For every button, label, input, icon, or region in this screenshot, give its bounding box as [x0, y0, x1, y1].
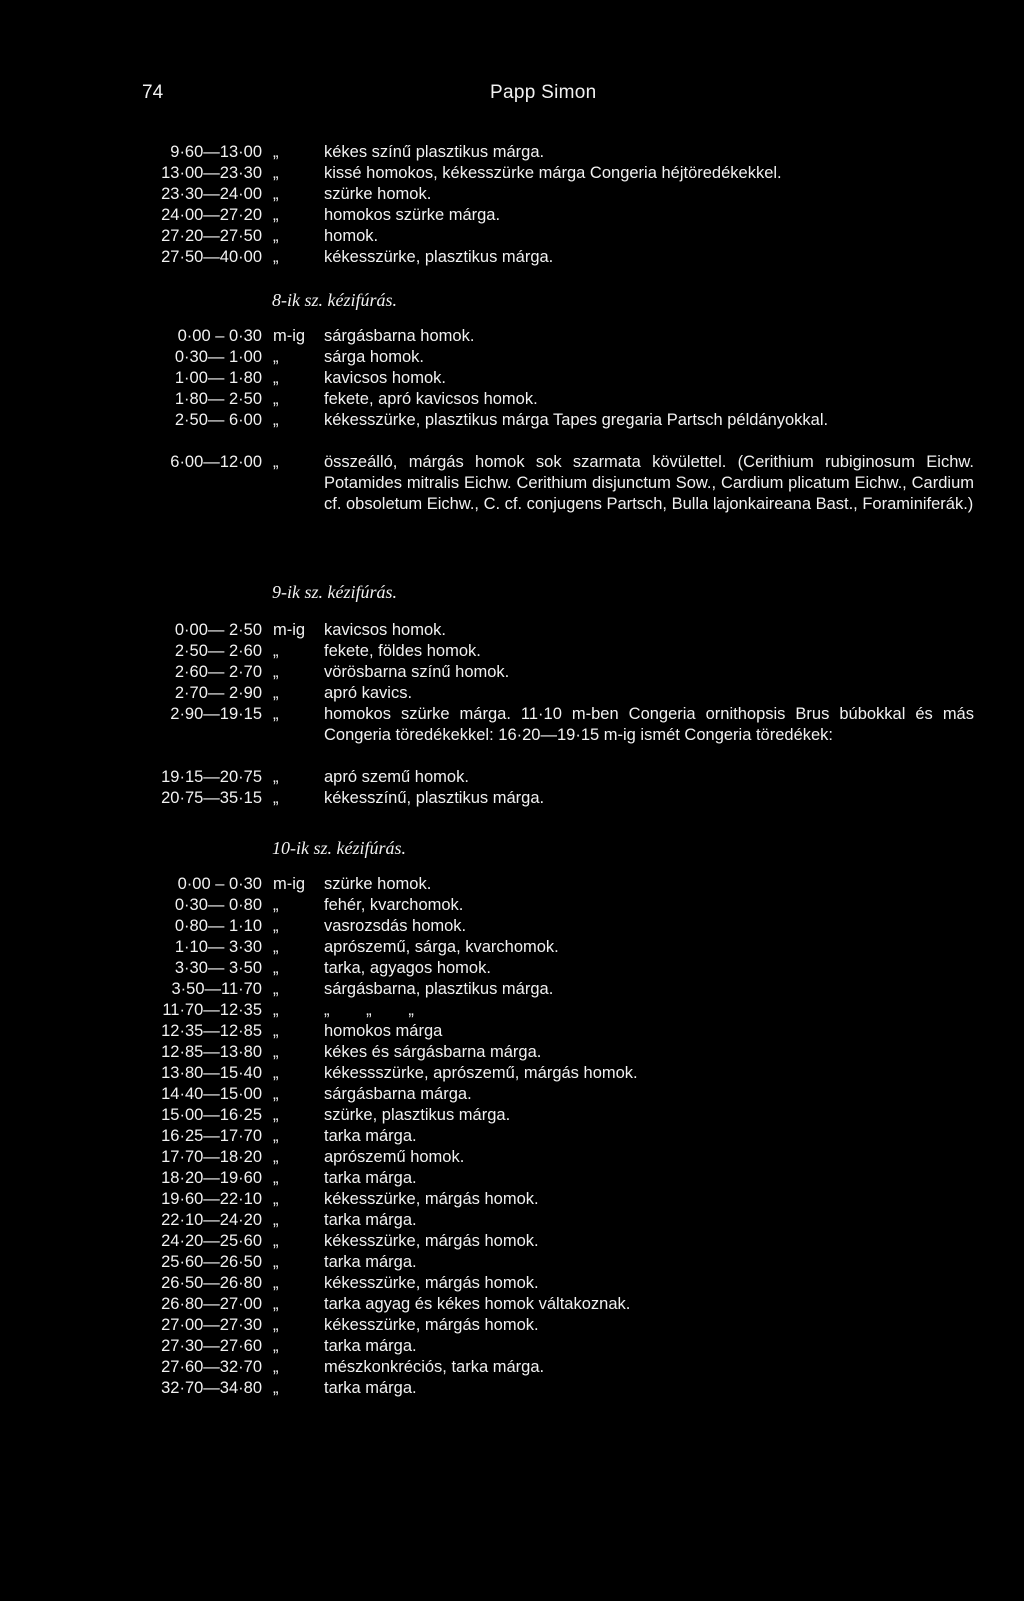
log-row	[0, 1084, 1024, 1105]
layer-description: kékes és sárgásbarna márga.	[324, 1043, 542, 1061]
depth-range: 2·90—19·15	[170, 705, 262, 723]
layer-description: tarka márga.	[324, 1253, 417, 1271]
unit-mark: „	[273, 684, 279, 702]
depth-range: 24·20—25·60	[161, 1232, 262, 1250]
log-row	[0, 662, 1024, 683]
log-row	[0, 1126, 1024, 1147]
log-row	[0, 326, 1024, 347]
depth-range: 12·85—13·80	[161, 1043, 262, 1061]
depth-range: 6·00—12·00	[170, 453, 262, 471]
log-row	[0, 1231, 1024, 1252]
page-header	[0, 82, 1024, 106]
depth-range: 9·60—13·00	[170, 143, 262, 161]
unit-mark: „	[273, 164, 279, 182]
depth-range: 0·00 – 0·30	[177, 875, 262, 893]
log-row	[0, 1357, 1024, 1378]
log-row	[0, 874, 1024, 895]
log-row	[0, 1189, 1024, 1210]
layer-description: sárgásbarna homok.	[324, 327, 475, 345]
unit-mark: „	[273, 143, 279, 161]
unit-mark: „	[273, 206, 279, 224]
depth-range: 19·60—22·10	[161, 1190, 262, 1208]
unit-mark: „	[273, 1001, 279, 1019]
unit-mark: m-ig	[273, 621, 306, 639]
unit-mark: „	[273, 1379, 279, 1397]
log-row	[0, 937, 1024, 958]
depth-range: 26·50—26·80	[161, 1274, 262, 1292]
log-row	[0, 452, 1024, 557]
log-row	[0, 1000, 1024, 1021]
unit-mark: „	[273, 938, 279, 956]
log-row	[0, 979, 1024, 1000]
unit-mark: „	[273, 768, 279, 786]
layer-description: fehér, kvarchomok.	[324, 896, 464, 914]
depth-range: 0·30— 0·80	[174, 896, 262, 914]
log-row	[0, 1147, 1024, 1168]
unit-mark: „	[273, 1253, 279, 1271]
log-row	[0, 368, 1024, 389]
depth-range: 0·00 – 0·30	[177, 327, 262, 345]
unit-mark: „	[273, 917, 279, 935]
unit-mark: „	[273, 1211, 279, 1229]
borehole-log-8	[0, 326, 1024, 557]
layer-description: aprószemű homok.	[324, 1148, 465, 1166]
log-row	[0, 1273, 1024, 1294]
layer-description: mészkonkréciós, tarka márga.	[324, 1358, 545, 1376]
depth-range: 12·35—12·85	[161, 1022, 262, 1040]
depth-range: 3·30— 3·50	[174, 959, 262, 977]
depth-range: 2·60— 2·70	[174, 663, 262, 681]
log-row	[0, 1336, 1024, 1357]
log-row	[0, 389, 1024, 410]
unit-mark: m-ig	[273, 875, 306, 893]
depth-range: 25·60—26·50	[161, 1253, 262, 1271]
unit-mark: „	[273, 1190, 279, 1208]
depth-range: 1·00— 1·80	[174, 369, 262, 387]
depth-range: 2·70— 2·90	[174, 684, 262, 702]
layer-description: homokos szürke márga.	[324, 206, 501, 224]
depth-range: 23·30—24·00	[161, 185, 262, 203]
unit-mark: „	[273, 1295, 279, 1313]
layer-description: tarka, agyagos homok.	[324, 959, 491, 977]
unit-mark: „	[273, 980, 279, 998]
layer-description: tarka márga.	[324, 1169, 417, 1187]
depth-range: 2·50— 2·60	[174, 642, 262, 660]
unit-mark: „	[273, 1358, 279, 1376]
layer-description: kékesszínű, plasztikus márga.	[324, 789, 545, 807]
depth-range: 32·70—34·80	[161, 1379, 262, 1397]
layer-description: vasrozsdás homok.	[324, 917, 467, 935]
running-title: Papp Simon	[490, 82, 597, 103]
depth-range: 27·50—40·00	[161, 248, 262, 266]
log-row	[0, 184, 1024, 205]
layer-description: aprószemű, sárga, kvarchomok.	[324, 938, 559, 956]
depth-range: 27·30—27·60	[161, 1337, 262, 1355]
log-row	[0, 767, 1024, 788]
log-row	[0, 1168, 1024, 1189]
log-row	[0, 683, 1024, 704]
layer-description: kavicsos homok.	[324, 621, 446, 639]
layer-description: tarka márga.	[324, 1337, 417, 1355]
depth-range: 22·10—24·20	[161, 1211, 262, 1229]
depth-range: 18·20—19·60	[161, 1169, 262, 1187]
section-heading-8: 8-ik sz. kézifúrás.	[272, 290, 397, 310]
unit-mark: m-ig	[273, 327, 306, 345]
unit-mark: „	[273, 705, 279, 723]
depth-range: 2·50— 6·00	[174, 411, 262, 429]
depth-range: 0·00— 2·50	[174, 621, 262, 639]
depth-range: 1·10— 3·30	[174, 938, 262, 956]
layer-description: fekete, apró kavicsos homok.	[324, 390, 538, 408]
log-row	[0, 620, 1024, 641]
unit-mark: „	[273, 642, 279, 660]
log-row	[0, 1042, 1024, 1063]
layer-description: apró kavics.	[324, 684, 413, 702]
log-row	[0, 205, 1024, 226]
depth-range: 0·80— 1·10	[174, 917, 262, 935]
layer-description: szürke, plasztikus márga.	[324, 1106, 511, 1124]
depth-range: 27·60—32·70	[161, 1358, 262, 1376]
unit-mark: „	[273, 959, 279, 977]
layer-description: szürke homok.	[324, 875, 432, 893]
layer-description: szürke homok.	[324, 185, 432, 203]
log-row	[0, 226, 1024, 247]
layer-description: tarka márga.	[324, 1379, 417, 1397]
unit-mark: „	[273, 248, 279, 266]
unit-mark: „	[273, 369, 279, 387]
log-row	[0, 788, 1024, 809]
unit-mark: „	[273, 663, 279, 681]
unit-mark: „	[273, 1232, 279, 1250]
log-row	[0, 347, 1024, 368]
log-row	[0, 1105, 1024, 1126]
depth-range: 13·00—23·30	[161, 164, 262, 182]
depth-range: 17·70—18·20	[161, 1148, 262, 1166]
page-number: 74	[142, 82, 164, 103]
layer-description: fekete, földes homok.	[324, 642, 481, 660]
unit-mark: „	[273, 1043, 279, 1061]
borehole-log-9	[0, 620, 1024, 809]
log-row	[0, 1063, 1024, 1084]
borehole-log-10	[0, 874, 1024, 1399]
depth-range: 24·00—27·20	[161, 206, 262, 224]
log-row	[0, 142, 1024, 163]
layer-description: tarka márga.	[324, 1211, 417, 1229]
unit-mark: „	[273, 896, 279, 914]
log-row	[0, 1294, 1024, 1315]
layer-description: sárgásbarna márga.	[324, 1085, 472, 1103]
log-row	[0, 1315, 1024, 1336]
log-row	[0, 247, 1024, 268]
layer-description: kékesszürke, márgás homok.	[324, 1316, 539, 1334]
unit-mark: „	[273, 185, 279, 203]
unit-mark: „	[273, 1106, 279, 1124]
unit-mark: „	[273, 1127, 279, 1145]
layer-description: tarka márga.	[324, 1127, 417, 1145]
log-row	[0, 641, 1024, 662]
log-row	[0, 410, 1024, 452]
depth-range: 27·20—27·50	[161, 227, 262, 245]
log-row	[0, 163, 1024, 184]
depth-range: 19·15—20·75	[161, 768, 262, 786]
unit-mark: „	[273, 348, 279, 366]
layer-description: homokos márga	[324, 1022, 443, 1040]
log-row	[0, 895, 1024, 916]
layer-description: „ „ „	[324, 1001, 414, 1019]
unit-mark: „	[273, 1274, 279, 1292]
unit-mark: „	[273, 1337, 279, 1355]
unit-mark: „	[273, 1085, 279, 1103]
depth-range: 3·50—11·70	[171, 980, 262, 998]
section-heading-9: 9-ik sz. kézifúrás.	[272, 582, 397, 602]
unit-mark: „	[273, 411, 279, 429]
depth-range: 26·80—27·00	[161, 1295, 262, 1313]
layer-description: kavicsos homok.	[324, 369, 446, 387]
log-row	[0, 1021, 1024, 1042]
layer-description: kékesszürke, márgás homok.	[324, 1190, 539, 1208]
unit-mark: „	[273, 390, 279, 408]
log-row	[0, 958, 1024, 979]
layer-description: kékesszürke, plasztikus márga Tapes gregaria Partsch példányokkal.	[324, 411, 829, 429]
log-row	[0, 1210, 1024, 1231]
unit-mark: „	[273, 1316, 279, 1334]
continued-borehole-log	[0, 142, 1024, 268]
layer-description: vörösbarna színű homok.	[324, 663, 510, 681]
layer-description: kissé homokos, kékesszürke márga Congeria héjtöredékekkel.	[324, 164, 782, 182]
unit-mark: „	[273, 1148, 279, 1166]
depth-range: 11·70—12·35	[162, 1001, 262, 1019]
layer-description: sárgásbarna, plasztikus márga.	[324, 980, 554, 998]
unit-mark: „	[273, 227, 279, 245]
log-row	[0, 916, 1024, 937]
unit-mark: „	[273, 453, 279, 471]
section-heading-10: 10-ik sz. kézifúrás.	[272, 838, 406, 858]
layer-description: kékes színű plasztikus márga.	[324, 143, 545, 161]
depth-range: 16·25—17·70	[161, 1127, 262, 1145]
layer-description: kékessszürke, aprószemű, márgás homok.	[324, 1064, 638, 1082]
layer-description: homokos szürke márga. 11·10 m-ben Congeria ornithopsis Brus búbokkal és más Congeria töredékekkel: 16·20—19·15 m-ig ismét Congeria töredékek:	[324, 705, 974, 744]
log-row	[0, 1378, 1024, 1399]
depth-range: 27·00—27·30	[161, 1316, 262, 1334]
unit-mark: „	[273, 1169, 279, 1187]
depth-range: 1·80— 2·50	[174, 390, 262, 408]
unit-mark: „	[273, 1064, 279, 1082]
layer-description: kékesszürke, márgás homok.	[324, 1232, 539, 1250]
layer-description: összeálló, márgás homok sok szarmata kövülettel. (Cerithium rubiginosum Eichw. Potamides mitralis Eichw. Cerithium disjunctum Sow., Cardium plicatum Eichw., Cardium cf. obsoletum Eichw., C. cf. conjugens Partsch, Bulla lajonkaireana Bast., Foraminiferák.)	[324, 453, 974, 513]
layer-description: kékesszürke, plasztikus márga.	[324, 248, 554, 266]
unit-mark: „	[273, 789, 279, 807]
layer-description: tarka agyag és kékes homok váltakoznak.	[324, 1295, 631, 1313]
depth-range: 20·75—35·15	[161, 789, 262, 807]
log-row	[0, 704, 1024, 767]
depth-range: 15·00—16·25	[161, 1106, 262, 1124]
depth-range: 14·40—15·00	[161, 1085, 262, 1103]
depth-range: 13·80—15·40	[161, 1064, 262, 1082]
layer-description: kékesszürke, márgás homok.	[324, 1274, 539, 1292]
log-row	[0, 1252, 1024, 1273]
depth-range: 0·30— 1·00	[174, 348, 262, 366]
unit-mark: „	[273, 1022, 279, 1040]
layer-description: sárga homok.	[324, 348, 424, 366]
layer-description: apró szemű homok.	[324, 768, 469, 786]
layer-description: homok.	[324, 227, 379, 245]
